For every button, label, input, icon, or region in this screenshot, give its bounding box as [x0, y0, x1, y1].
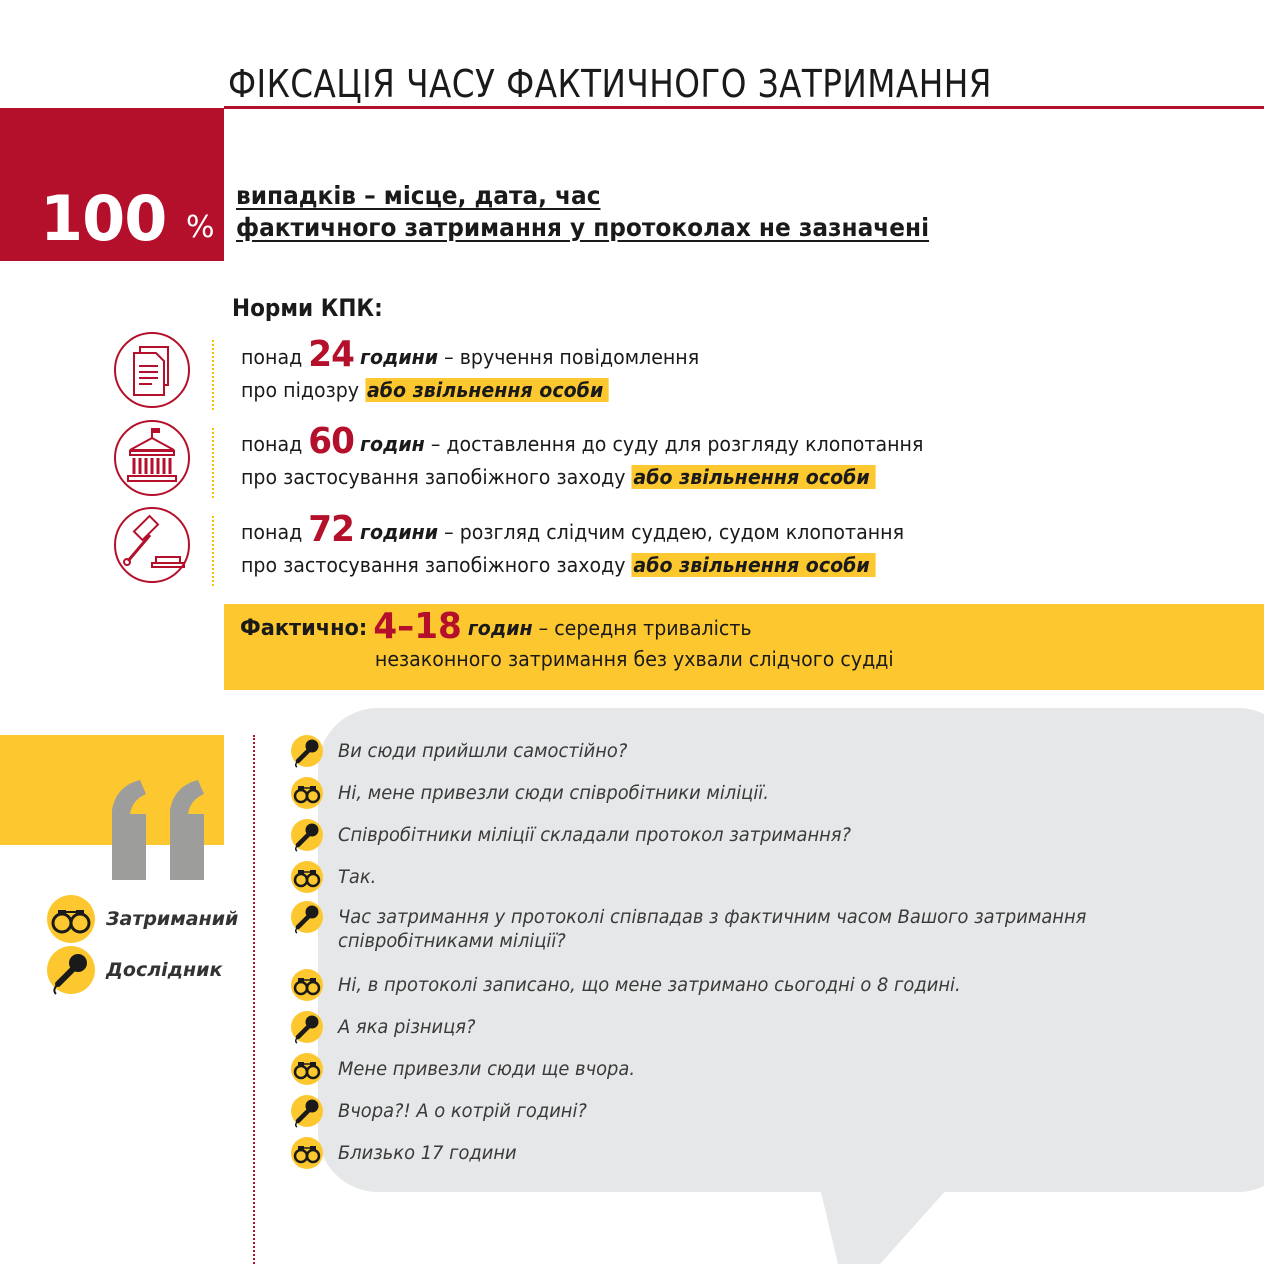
norm-unit: години — [360, 345, 439, 369]
dialog-text: Співробітники міліції складали протокол затримання? — [338, 824, 852, 846]
norm-description-2: про застосування запобіжного заходу — [241, 553, 626, 577]
handcuffs-icon — [46, 894, 96, 944]
microphone-icon — [290, 900, 324, 934]
fact-number: 4–18 — [373, 606, 462, 647]
norm-prefix: понад — [241, 432, 303, 456]
dialog-answer — [290, 860, 1198, 894]
stat-headline — [236, 180, 981, 244]
dialog-text: Ні, в протоколі записано, що мене затримано сьогодні о 8 годині. — [338, 974, 961, 996]
norm-prefix: понад — [241, 345, 303, 369]
dialog-text: Ви сюди прийшли самостійно? — [338, 740, 628, 762]
stat-value: 100 — [40, 182, 167, 255]
dialog-text: Близько 17 години — [338, 1142, 517, 1164]
norm-divider — [212, 516, 214, 586]
norm-prefix: понад — [241, 520, 303, 544]
legend-researcher-label: Дослідник — [106, 959, 223, 981]
stat-line-2: фактичного затримання у протоколах не зазначені — [236, 213, 930, 242]
dialog-answer — [290, 1136, 1198, 1170]
dialog-question — [290, 1010, 1198, 1044]
dialog-answer — [290, 776, 1198, 810]
dialog-question — [290, 734, 1198, 768]
handcuffs-icon — [290, 860, 324, 894]
dialog-question — [290, 818, 1198, 852]
dialog-question — [290, 900, 1198, 953]
norm-divider — [212, 340, 214, 410]
stat-line-1: випадків – місце, дата, час — [236, 181, 601, 210]
legend-detainee-label: Затриманий — [106, 908, 239, 930]
norm-item-72 — [241, 509, 939, 582]
microphone-icon — [290, 1094, 324, 1128]
norm-number: 60 — [308, 421, 355, 462]
microphone-icon — [290, 818, 324, 852]
handcuffs-icon — [290, 1136, 324, 1170]
legend-detainee — [46, 894, 238, 944]
norm-highlight: або звільнення особи — [632, 553, 876, 577]
norm-description-2: про застосування запобіжного заходу — [241, 465, 626, 489]
dialog-text: Час затримання у протоколі співпадав з фактичним часом Вашого затримання співробітниками міліції? — [338, 906, 1087, 952]
handcuffs-icon — [290, 968, 324, 1002]
dialog-text: Ні, мене привезли сюди співробітники міліції. — [338, 782, 769, 804]
document-icon — [112, 330, 192, 410]
norms-title: Норми КПК: — [232, 294, 383, 322]
quote-mark-icon — [106, 770, 218, 882]
title-divider — [224, 106, 1264, 109]
norm-number: 72 — [308, 509, 355, 550]
fact-description-2: незаконного затримання без ухвали слідчого судді — [374, 647, 894, 671]
norm-highlight: або звільнення особи — [632, 465, 876, 489]
norm-description: – вручення повідомлення — [444, 345, 700, 369]
dialog-divider — [253, 735, 255, 1264]
fact-statement — [240, 606, 928, 674]
norm-item-24 — [241, 334, 723, 407]
handcuffs-icon — [290, 776, 324, 810]
norm-divider — [212, 428, 214, 498]
dialog-text: Так. — [338, 866, 377, 888]
norm-number: 24 — [308, 334, 355, 375]
norm-description: – доставлення до суду для розгляду клопотання — [430, 432, 924, 456]
norm-item-60 — [241, 421, 959, 494]
page-title: ФІКСАЦІЯ ЧАСУ ФАКТИЧНОГО ЗАТРИМАННЯ — [228, 62, 992, 106]
stat-unit: % — [186, 210, 215, 245]
microphone-icon — [46, 945, 96, 995]
dialog-answer — [290, 1052, 1198, 1086]
gavel-icon — [112, 505, 192, 585]
dialog-text: Вчора?! А о котрій годині? — [338, 1100, 587, 1122]
handcuffs-icon — [290, 1052, 324, 1086]
fact-description: – середня тривалість — [538, 616, 752, 640]
norm-description: – розгляд слідчим суддею, судом клопотання — [444, 520, 905, 544]
norm-unit: години — [360, 520, 439, 544]
dialog-text: А яка різниця? — [338, 1016, 476, 1038]
dialog-question — [290, 1094, 1198, 1128]
courthouse-icon — [112, 418, 192, 498]
norm-description-2: про підозру — [241, 378, 360, 402]
microphone-icon — [290, 734, 324, 768]
norm-unit: годин — [360, 432, 425, 456]
legend-researcher — [46, 945, 222, 995]
fact-label: Фактично: — [240, 616, 368, 641]
microphone-icon — [290, 1010, 324, 1044]
dialog-answer — [290, 968, 1198, 1002]
dialog-text: Мене привезли сюди ще вчора. — [338, 1058, 636, 1080]
norm-highlight: або звільнення особи — [365, 378, 609, 402]
fact-unit: годин — [467, 616, 533, 640]
